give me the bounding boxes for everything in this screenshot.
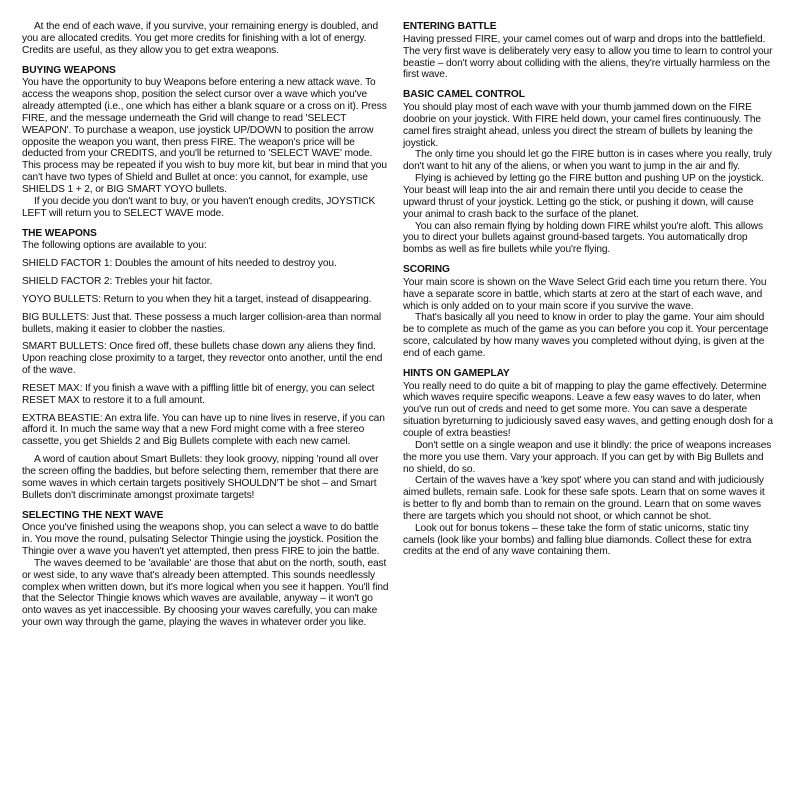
weapon-item-shield-2: SHIELD FACTOR 2: Trebles your hit factor. [22, 276, 213, 288]
basic-camel-control-heading: BASIC CAMEL CONTROL [403, 89, 525, 101]
intro-paragraph: At the end of each wave, if you survive, your remaining energy is doubled, and you are allocated credits. You get more credits for finishing with a lot of energy. Credits are useful, as they allow you to get extra weapons. [22, 21, 379, 56]
weapon-item-smart-bullets: SMART BULLETS: Once fired off, these bullets chase down any aliens they find. Upon reaching close proximity to a target, they revector onto another, until the end of the wave. [22, 341, 383, 377]
entering-battle-heading: ENTERING BATTLE [403, 21, 497, 32]
hints-paragraph-1: You really need to do quite a bit of mapping to play the game effectively. Determine which waves require specific weapons. Leave a few easy waves to do later, when you've run out of creds and need to get some more. You can save a desperate situation byreturning to judiciously saved easy waves, and getting enough dosh for a couple of extra beasties! [403, 380, 773, 439]
weapon-item-yoyo: YOYO BULLETS: Return to you when they hit a target, instead of disappearing. [22, 293, 372, 305]
selecting-wave-paragraph-2: The waves deemed to be 'available' are those that abut on the north, south, east or west side, to any wave that's already been attempted. This sounds needlessly complex when written down, but it's more logical when you see it happen. You'll find that the Selector Thingie knows which waves are available, anyway – it won't go onto waves as yet inaccessible. By choosing your waves carefully, you can make your own way through the game, playing the waves in whatever order you like. [22, 557, 389, 629]
hints-paragraph-2: Don't settle on a single weapon and use it blindly: the price of weapons increases the more you use them. Vary your approach. If you can get by with Big Bullets and no shield, do so. [403, 439, 772, 475]
left-column [22, 21, 390, 629]
right-column [403, 21, 773, 558]
weapon-item-big-bullets: BIG BULLETS: Just that. These possess a much larger collision-area than normal bullets, making it easier to clobber the nasties. [22, 311, 382, 335]
smart-bullets-caution: A word of caution about Smart Bullets: they look groovy, nipping 'round all over the screen offing the baddies, but before selecting them, remember that there are some waves in which certain targets positively SHOULDN'T be shot – and Smart Bullets don't discriminate amongst proximate targets! [22, 454, 379, 501]
hints-paragraph-4: Look out for bonus tokens – these take the form of static unicorns, static tiny camels (look like your bombs) and falling blue diamonds. Collect these for extra credits at the end of any wave containing them. [403, 522, 752, 558]
the-weapons-heading: THE WEAPONS [22, 227, 97, 239]
selecting-wave-paragraph-1: Once you've finished using the weapons shop, you can select a wave to do battle in. You move the round, pulsating Selector Thingie using the joystick. Position the Thingie over a wave you haven't yet attempted, then press FIRE to join the battle. [22, 522, 380, 558]
hints-on-gameplay-heading: HINTS ON GAMEPLAY [403, 367, 510, 379]
scoring-paragraph-2: That's basically all you need to know in order to play the game. Your aim should be to complete as much of the game as you can before you cop it. Your percentage score, calculated by how many waves you completed without dying, is given at the end of each game. [403, 312, 769, 359]
scoring-paragraph-1: Your main score is shown on the Wave Select Grid each time you return there. You have a separate score in battle, which starts at zero at the start of each wave, and which is only added on to your main score if you survive the wave. [403, 276, 767, 312]
buying-weapons-paragraph-2: If you decide you don't want to buy, or you haven't enough credits, JOYSTICK LEFT will return you to SELECT WAVE mode. [22, 195, 376, 219]
weapon-item-extra-beastie: EXTRA BEASTIE: An extra life. You can have up to nine lives in reserve, if you can afford it. In much the same way that a new Ford might come with a free stereo cassette, you get Shields 2 and Big Bullets complete with each new camel. [22, 412, 385, 448]
buying-weapons-paragraph-1: You have the opportunity to buy Weapons before entering a new attack wave. To access the weapons shop, position the select cursor over a wave which you've already attempted (i.e., one which has either a blank square or a cross on it). Press FIRE, and the message underneath the Grid will change to read 'SELECT WEAPON'. To purchase a weapon, use joystick UP/DOWN to position the arrow opposite the weapon you want, then press FIRE. The weapon's price will be deducted from your CREDITS, and you'll be returned to 'SELECT WAVE' mode. This process may be repeated if you wish to buy more kit, but bear in mind that you can't have two types of Shield and Bullet at once: you cannot, for example, use SHIELDS 1 + 2, or BIG SMART YOYO bullets. [22, 77, 387, 195]
scoring-heading: SCORING [403, 264, 450, 276]
selecting-next-wave-heading: SELECTING THE NEXT WAVE [22, 509, 164, 521]
buying-weapons-heading: BUYING WEAPONS [22, 64, 116, 76]
weapons-intro: The following options are available to you: [22, 240, 207, 252]
weapon-item-shield-1: SHIELD FACTOR 1: Doubles the amount of hits needed to destroy you. [22, 258, 337, 270]
camel-control-paragraph-4: You can also remain flying by holding down FIRE whilst you're aloft. This allows you to direct your bullets against ground-based targets. You automatically drop bombs as well as fire bullets while you're flying. [403, 220, 763, 256]
camel-control-paragraph-2: The only time you should let go the FIRE button is in cases where you really, truly don't want to hit any of the aliens, or when you want to jump in the air and fly. [403, 149, 772, 173]
camel-control-paragraph-3: Flying is achieved by letting go the FIRE button and pushing UP on the joystick. Your beast will leap into the air and remain there until you decide to cease the upward thrust of your joystick. Letting go the stick, or pushing it down, will cause your animal to crash back to the surface of the planet. [403, 173, 764, 220]
camel-control-paragraph-1: You should play most of each wave with your thumb jammed down on the FIRE doobrie on your joystick. With FIRE held down, your camel fires continuously. The camel fires straight ahead, unless you direct the stream of bullets by leaning the joystick. [403, 102, 761, 149]
entering-battle-paragraph: Having pressed FIRE, your camel comes out of warp and drops into the battlefield. The very first wave is deliberately very easy to allow you time to learn to control your beastie – don't worry about colliding with the aliens, they're virtually harmless on the first wave. [403, 33, 773, 81]
hints-paragraph-3: Certain of the waves have a 'key spot' where you can stand and with judiciously aimed bullets, remain safe. Look for these safe spots. Learn that on some waves it is better to fly and bomb than to remain on the ground. Learn that on some waves there are targets which you should not shoot, or which cannot be shot. [403, 475, 765, 522]
weapon-item-reset-max: RESET MAX: If you finish a wave with a piffling little bit of energy, you can select RESET MAX to restore it to a full amount. [22, 382, 375, 406]
